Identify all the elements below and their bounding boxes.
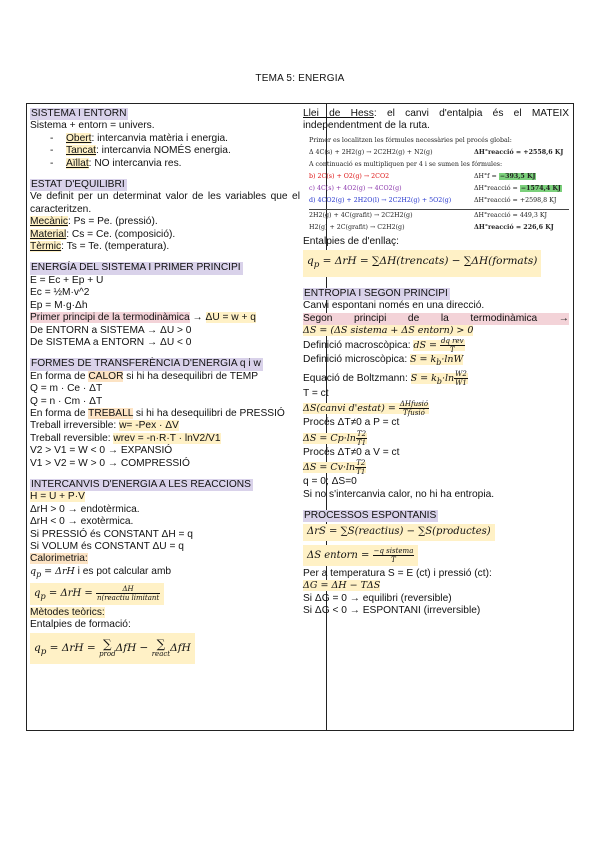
formula-entalpia: H = U + P·V <box>30 491 85 503</box>
term-termic: Tèrmic <box>30 241 62 253</box>
numerator: dq rev <box>441 337 464 346</box>
symbol: ΔS(canvi d'estat) = <box>303 403 399 415</box>
reaction: 2H2(g) + 4C(grafit) → 2C2H2(g) <box>309 211 413 219</box>
symbol: ΔS = Cp·ln <box>303 432 356 444</box>
text-line: V1 > V2 = W > 0 → COMPRESSIÓ <box>30 457 190 469</box>
formula-macroscopica <box>413 337 464 355</box>
text-line <box>303 580 569 592</box>
reaction: d) 4CO2(g) + 2H2O(l) → 2C2H2(g) + 5O2(g) <box>309 196 452 204</box>
text-line: Ve definit per un determinat valor de les variables que el caracteritzen. <box>30 191 300 215</box>
summation <box>152 638 170 658</box>
text-line: Si ΔG = 0 → equilibri (reversible) <box>303 592 452 604</box>
text-line: Ec = ½M·v^2 <box>30 287 90 299</box>
enthalpy: ΔH°reacció = 449,3 KJ <box>474 211 548 219</box>
symbol: = ΔrH = <box>45 588 96 600</box>
image-row: Primer es localitzen les fórmules necessàries pel procés global: <box>309 136 512 144</box>
subscript: p <box>36 569 42 579</box>
text-line: ΔrH < 0 → exotèrmica. <box>30 516 134 528</box>
numerator: T2 <box>356 459 366 468</box>
text-line <box>30 433 300 445</box>
text-line <box>303 459 569 476</box>
formula-entalpies-enllac <box>303 250 541 277</box>
subscript: p <box>313 260 320 271</box>
content-table <box>26 103 574 731</box>
list-item: - Tancat: intercanvia NOMÉS energia. <box>50 145 231 157</box>
formula-cv <box>303 459 366 477</box>
text-line <box>303 430 569 447</box>
highlight-primer-principi: Primer principi de la termodinàmica <box>30 312 190 324</box>
enthalpy: ΔH°reacció = 226,6 KJ <box>474 223 554 231</box>
sigma: ∑ <box>156 637 166 652</box>
image-row <box>309 197 569 205</box>
term-material: Material <box>30 228 67 240</box>
text-line <box>303 354 569 369</box>
text-line: Ep = M·g·Δh <box>30 299 88 311</box>
list-item: - Obert: intercanvia matèria i energia. <box>50 132 228 144</box>
text-line: Sistema + entorn = univers. <box>30 120 155 132</box>
formula-cp <box>303 429 367 447</box>
text-line <box>30 312 300 324</box>
heading-entropia: ENTROPIA I SEGON PRINCIPI <box>304 287 448 299</box>
text: Equació de Boltzmann: <box>303 372 411 384</box>
text-line <box>303 370 569 388</box>
text-line: Entalpies de formació: <box>30 618 131 630</box>
text-line: q = 0; ΔS=0 <box>303 476 357 488</box>
text-line: De SISTEMA a ENTORN → ΔU < 0 <box>30 336 192 348</box>
text-line: Si no s'intercanvia calor, no hi ha entropia. <box>303 488 495 500</box>
text: En forma de <box>30 370 89 382</box>
term-mecanic: Mecànic <box>30 216 68 228</box>
text-line <box>30 371 300 383</box>
text-line: Q = n · Cm · ΔT <box>30 395 103 407</box>
text: si hi ha desequilibri de PRESSIÓ <box>133 407 285 419</box>
term-aillat: Aïllat <box>66 157 89 169</box>
reaction: H2(g) + 2C(grafit) → C2H2(g) <box>309 223 405 231</box>
symbol: q <box>307 255 314 268</box>
symbol: S = k <box>410 354 437 366</box>
text: Definició microscòpica: <box>303 354 411 366</box>
enthalpy <box>474 173 536 181</box>
denominator: T <box>449 346 455 355</box>
enthalpy <box>474 149 563 157</box>
text-line: Si ΔG < 0 → ESPONTANI (irreversible) <box>303 605 481 616</box>
enthalpy <box>474 185 562 193</box>
fraction <box>356 430 367 447</box>
value: −1574,4 KJ <box>520 184 561 192</box>
fraction <box>454 370 468 387</box>
text-line: Si PRESSIÓ és CONSTANT ΔH = q <box>30 528 193 540</box>
text-line: ΔrH > 0 → endotèrmica. <box>30 503 140 515</box>
value: −393,5 KJ <box>499 172 536 180</box>
text-line <box>30 607 300 619</box>
symbol: ΔS = Cv·ln <box>303 462 356 474</box>
numerator: ΔH <box>96 585 160 594</box>
heading-intercanvis: INTERCANVIS D'ENERGIA A LES REACCIONS <box>31 478 251 490</box>
term-llei-hess: Llei de Hess <box>303 108 374 119</box>
term-desc: : intercanvia matèria i energia. <box>91 132 228 144</box>
term-desc: : intercanvia NOMÉS energia. <box>96 145 231 157</box>
term-desc: : Ps = Pe. (pressió). <box>67 216 158 228</box>
value: ΔH°reacció = +2558,6 KJ <box>474 148 564 156</box>
label: ΔH°reacció = <box>474 184 518 192</box>
text-line: Procés ΔT≠0 a V = ct <box>303 446 400 458</box>
fraction <box>399 400 429 417</box>
summation <box>99 638 116 658</box>
subscript: b <box>436 358 442 368</box>
denominator: T1 <box>356 468 366 477</box>
text-line: Procés ΔT≠0 a P = ct <box>303 417 400 429</box>
image-row <box>309 209 569 220</box>
text-line: Canvi espontani només en una direcció. <box>303 300 485 312</box>
term-obert: Obert <box>66 132 92 144</box>
numerator: T2 <box>356 429 367 438</box>
text-line: De ENTORN a SISTEMA → ΔU > 0 <box>30 324 192 336</box>
symbol: = ΔrH = <box>46 642 100 655</box>
text-line: Q = m · Ce · ΔT <box>30 383 103 395</box>
page-title: TEMA 5: ENERGIA <box>255 73 345 84</box>
term-desc: : Ts = Te. (temperatura). <box>61 241 170 253</box>
symbol: q <box>30 565 37 577</box>
term-tancat: Tancat <box>66 145 97 157</box>
text-line: T = ct <box>303 387 329 399</box>
symbol: S = k <box>410 372 437 384</box>
sum-index: react <box>151 650 171 659</box>
formula-entalpies-formacio <box>30 633 195 664</box>
subscript: p <box>40 647 47 658</box>
reaction: c) 4C(s) + 4O2(g) → 4CO2(g) <box>309 184 402 192</box>
numerator: ΔHfusió <box>399 400 429 409</box>
highlight-metodes: Mètodes teòrics: <box>30 606 105 618</box>
text-line <box>30 566 300 581</box>
right-column <box>303 108 569 617</box>
text-line <box>303 108 569 133</box>
symbol: = ΔrH <box>41 565 75 577</box>
image-row <box>309 185 569 193</box>
text-line <box>30 491 300 503</box>
heading-energia-sistema: ENERGÍA DEL SISTEMA I PRIMER PRINCIPI <box>31 262 241 274</box>
text-line <box>30 241 300 253</box>
text-line: Per a temperatura S = E (ct) i pressió (ct): <box>303 567 492 579</box>
formula-segon-principi: ΔS = (ΔS sistema + ΔS entorn) > 0 <box>303 324 474 336</box>
text-line <box>303 325 569 337</box>
formula-boltzmann <box>410 369 468 387</box>
fraction <box>440 337 465 354</box>
formula-qp <box>30 566 75 577</box>
symbol: q <box>34 588 41 600</box>
formula-microscopica <box>410 354 464 368</box>
heading-estat-equilibri: ESTAT D'EQUILIBRI <box>31 179 125 191</box>
subscript: p <box>40 591 46 602</box>
symbol: ·lnW <box>441 354 464 366</box>
text: Treball irreversible: <box>30 420 120 432</box>
left-column <box>30 108 300 666</box>
numerator: −q sistema <box>373 546 414 555</box>
image-row <box>309 173 569 181</box>
text-line: Si VOLUM és CONSTANT ΔU = q <box>30 541 184 552</box>
formula-canvi-estat <box>303 400 429 418</box>
heading-processos-espontanis: PROCESSOS ESPONTANIS <box>304 509 437 521</box>
formula-primer-principi: ΔU = w + q <box>205 312 256 324</box>
formula-calorimetria <box>30 583 164 604</box>
heading-sistema-entorn: SISTEMA I ENTORN <box>31 108 127 119</box>
symbol: q <box>34 642 41 655</box>
text-line <box>30 216 300 228</box>
text: En forma de <box>30 407 89 419</box>
enthalpy: ΔH°reacció = +2598,8 KJ <box>474 196 557 204</box>
text-line: E = Ec + Ep + U <box>30 274 104 286</box>
text-line <box>303 337 569 354</box>
term-desc: : NO intercanvia res. <box>88 157 182 169</box>
symbol: = ΔrH = ∑ΔH(trencats) − ∑ΔH(formats) <box>319 255 538 268</box>
fraction <box>373 547 415 564</box>
image-row: A continuació es multipliquen per 4 i se sumen les fórmules: <box>309 160 503 168</box>
symbol: ·ln <box>441 372 455 384</box>
list-item: - Aïllat: NO intercanvia res. <box>50 157 182 169</box>
denominator: T1 <box>356 438 367 447</box>
text: Definició macroscòpica: <box>303 340 414 352</box>
sigma: ∑ <box>103 637 112 652</box>
image-row <box>309 224 569 232</box>
highlight-treball: TREBALL <box>88 407 134 419</box>
text-line <box>30 553 300 565</box>
formula-treball-reversible: wrev = -n·R·T · lnV2/V1 <box>113 432 221 444</box>
fraction <box>355 459 366 476</box>
text-line: V2 > V1 = W < 0 → EXPANSIÓ <box>30 445 173 457</box>
symbol: ΔfH <box>170 642 191 655</box>
numerator: W2 <box>455 369 467 378</box>
symbol: ΔS entorn = <box>307 549 373 561</box>
term-desc: : Cs = Ce. (composició). <box>66 228 176 240</box>
highlight-calorimetria: Calorimetria: <box>30 553 88 565</box>
text-line: Entalpies de d'enllaç: <box>303 235 399 247</box>
highlight-calor: CALOR <box>88 370 124 382</box>
denominator: W1 <box>455 378 467 387</box>
reaction: b) 2C(s) + O2(g) → 2CO2 <box>309 172 390 180</box>
image-row <box>309 149 569 157</box>
subscript: b <box>436 376 442 386</box>
denominator: T <box>391 555 396 564</box>
denominator: n(reactiu limitant <box>96 594 160 603</box>
formula-entropia-reaccio: ΔrS = ∑S(reactius) − ∑S(productes) <box>303 524 495 540</box>
arrow: → <box>189 312 206 324</box>
heading-formes-transferencia: FORMES DE TRANSFERÈNCIA D'ENERGIA q i w <box>31 358 261 370</box>
symbol: ΔfH − <box>115 642 152 655</box>
text-line <box>30 408 300 420</box>
label: ΔH°f = <box>474 172 497 180</box>
text: si hi ha desequilibri de TEMP <box>123 370 259 382</box>
text: Treball reversible: <box>30 432 114 444</box>
highlight-segon-principi: Segon principi de la termodinàmica → <box>303 312 569 324</box>
reaction: Δ 4C(s) + 2H2(g) → 2C2H2(g) + N2(g) <box>309 148 433 156</box>
text-line <box>30 229 300 241</box>
text: : el canvi d'entalpia és el MATEIX independentment de la ruta. <box>303 108 569 132</box>
text-line <box>30 420 300 432</box>
hess-example-image <box>309 137 569 232</box>
sum-index: prod <box>99 650 116 659</box>
denominator: Tfusió <box>403 409 425 418</box>
formula-gibbs: ΔG = ΔH − TΔS <box>303 580 381 592</box>
formula-entropia-entorn <box>303 545 418 566</box>
symbol: dS = <box>413 340 440 352</box>
text: i es pot calcular amb <box>74 565 172 577</box>
fraction <box>96 585 160 602</box>
text-line <box>303 400 569 417</box>
formula-treball-irreversible: w= -Pex · ΔV <box>119 420 179 432</box>
